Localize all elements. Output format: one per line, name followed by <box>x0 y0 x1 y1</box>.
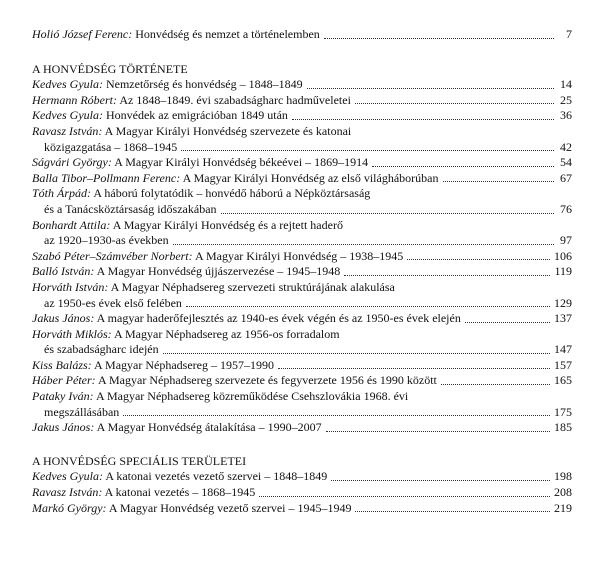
entry-text <box>32 420 322 436</box>
toc-entry-continuation <box>32 202 572 218</box>
toc-entry-line <box>32 155 572 171</box>
entry-author: Balló István: <box>32 264 95 279</box>
entry-text <box>32 358 274 374</box>
entry-author: Horváth Miklós: <box>32 326 112 341</box>
toc-entry-line <box>32 389 572 405</box>
entry-author: Ravasz István: <box>32 485 103 500</box>
toc-entry[interactable] <box>32 93 572 109</box>
entry-author: Háber Péter: <box>32 373 96 388</box>
entry-title: Nemzetőrség és honvédség – 1848–1849 <box>105 77 303 92</box>
entry-text <box>32 124 351 140</box>
section-heading-history: A HONVÉDSÉG TÖRTÉNETE <box>32 61 188 76</box>
entry-author: Balla Tibor–Pollmann Ferenc: <box>32 170 181 185</box>
toc-entry-line <box>32 108 572 124</box>
toc-entry[interactable] <box>32 124 572 155</box>
toc-entry-line <box>32 358 572 374</box>
toc-entry-line <box>32 77 572 93</box>
entry-text <box>32 218 343 234</box>
dot-leader <box>344 275 550 276</box>
entry-text <box>32 389 408 405</box>
toc-entry-line <box>32 420 572 436</box>
section-history-list <box>32 77 572 436</box>
entry-author: Jakus János: <box>32 420 95 435</box>
dot-leader <box>324 38 554 39</box>
entry-page: 106 <box>554 248 572 263</box>
toc-entry[interactable] <box>32 280 572 311</box>
entry-text <box>32 280 395 296</box>
dot-leader <box>331 480 550 481</box>
toc-entry-line <box>32 171 572 187</box>
toc-entry-intro[interactable] <box>32 27 572 43</box>
entry-title-continued: közigazgatása – 1868–1945 <box>44 139 178 154</box>
entry-text <box>32 327 340 343</box>
dot-leader <box>221 213 554 214</box>
entry-title: Honvédek az emigrációban 1849 után <box>105 108 288 123</box>
entry-page: 76 <box>560 201 572 216</box>
toc-entry[interactable] <box>32 469 572 485</box>
entry-title-continued: és a Tanácsköztársaság időszakában <box>44 201 217 216</box>
entry-author: Ságvári György: <box>32 155 112 170</box>
entry-text <box>32 93 351 109</box>
entry-page: 67 <box>560 170 572 185</box>
dot-leader <box>441 384 550 385</box>
section-special-list <box>32 469 572 516</box>
toc-entry-line <box>32 469 572 485</box>
entry-text <box>32 77 303 93</box>
toc-entry[interactable] <box>32 420 572 436</box>
toc-entry[interactable] <box>32 389 572 420</box>
entry-author: Jakus János: <box>32 311 95 326</box>
toc-entry-continuation <box>32 296 572 312</box>
entry-author: Kedves Gyula: <box>32 108 103 123</box>
entry-text <box>32 264 340 280</box>
toc-entry[interactable] <box>32 358 572 374</box>
dot-leader <box>355 511 550 512</box>
toc-entry-line <box>32 327 572 343</box>
entry-text <box>32 249 403 265</box>
toc-entry-line <box>32 501 572 517</box>
dot-leader <box>307 88 554 89</box>
entry-author: Kedves Gyula: <box>32 469 103 484</box>
entry-text <box>32 27 320 43</box>
toc-entry[interactable] <box>32 311 572 327</box>
entry-page: 25 <box>560 92 572 107</box>
entry-page: 137 <box>554 311 572 326</box>
toc-entry-continuation <box>32 342 572 358</box>
entry-title: A Magyar Néphadsereg – 1957–1990 <box>94 357 274 372</box>
toc-entry-continuation <box>32 140 572 156</box>
entry-text <box>32 501 351 517</box>
toc-entry[interactable] <box>32 249 572 265</box>
entry-page: 119 <box>554 264 572 279</box>
entry-page: 54 <box>560 155 572 170</box>
spacer <box>32 436 572 454</box>
entry-page: 36 <box>560 108 572 123</box>
entry-title-continued: az 1920–1930-as években <box>44 233 169 248</box>
table-of-contents <box>32 27 572 516</box>
entry-title: Az 1848–1849. évi szabadságharc hadműveletei <box>119 92 351 107</box>
entry-text <box>32 155 368 171</box>
dot-leader <box>173 244 554 245</box>
toc-entry-continuation <box>32 233 572 249</box>
entry-text <box>32 186 370 202</box>
entry-title: A Magyar Honvédség újjászervezése – 1945–1948 <box>96 264 341 279</box>
dot-leader <box>407 259 550 260</box>
dot-leader <box>123 415 550 416</box>
entry-page: 208 <box>554 485 572 500</box>
entry-author: Kedves Gyula: <box>32 77 103 92</box>
toc-entry-line <box>32 311 572 327</box>
entry-page: 198 <box>554 469 572 484</box>
entry-title: A Magyar Királyi Honvédség szervezete és katonai <box>104 123 352 138</box>
dot-leader <box>355 103 554 104</box>
dot-leader <box>163 353 550 354</box>
section-heading-special: A HONVÉDSÉG SPECIÁLIS TERÜLETEI <box>32 453 247 468</box>
entry-text <box>32 311 461 327</box>
toc-entry-line <box>32 93 572 109</box>
entry-title: Honvédség és nemzet a történelemben <box>135 27 320 41</box>
toc-entry[interactable] <box>32 108 572 124</box>
entry-page: 97 <box>560 233 572 248</box>
toc-entry-line <box>32 280 572 296</box>
entry-title: A Magyar Honvédség vezető szervei – 1945–1949 <box>108 500 352 515</box>
entry-author: Holió József Ferenc: <box>32 27 133 41</box>
toc-entry[interactable] <box>32 171 572 187</box>
toc-entry[interactable] <box>32 501 572 517</box>
entry-author: Bonhardt Attila: <box>32 217 111 232</box>
entry-page: 219 <box>554 500 572 515</box>
entry-author: Markó György: <box>32 500 107 515</box>
dot-leader <box>278 368 550 369</box>
toc-entry-line <box>32 373 572 389</box>
entry-title: A háború folytatódik – honvédő háború a Népköztársaság <box>93 186 371 201</box>
dot-leader <box>372 166 554 167</box>
entry-author: Pataky Iván: <box>32 389 94 404</box>
dot-leader <box>326 431 550 432</box>
toc-entry-line <box>32 124 572 140</box>
toc-entry[interactable] <box>32 155 572 171</box>
entry-title-continued: és szabadságharc idején <box>44 342 159 357</box>
entry-author: Hermann Róbert: <box>32 92 117 107</box>
dot-leader <box>186 306 550 307</box>
entry-page: 42 <box>560 139 572 154</box>
dot-leader <box>292 119 554 120</box>
toc-entry[interactable] <box>32 186 572 217</box>
toc-entry-line <box>32 218 572 234</box>
toc-entry-continuation <box>32 405 572 421</box>
entry-page: 7 <box>566 27 572 41</box>
entry-title: A magyar haderőfejlesztés az 1940-es évek végén és az 1950-es évek elején <box>96 311 461 326</box>
toc-entry-line <box>32 186 572 202</box>
toc-entry[interactable] <box>32 77 572 93</box>
toc-entry[interactable] <box>32 485 572 501</box>
toc-entry[interactable] <box>32 264 572 280</box>
entry-title: A Magyar Néphadsereg az 1956-os forradalom <box>114 326 340 341</box>
entry-text <box>32 469 327 485</box>
dot-leader <box>181 150 554 151</box>
dot-leader <box>259 496 550 497</box>
entry-title: A Magyar Királyi Honvédség – 1938–1945 <box>194 248 404 263</box>
entry-title: A katonai vezetés – 1868–1945 <box>104 485 256 500</box>
entry-title-continued: az 1950-es évek első felében <box>44 295 182 310</box>
entry-title: A Magyar Néphadsereg közreműködése Csehszlovákia 1968. évi <box>95 389 409 404</box>
entry-page: 157 <box>554 357 572 372</box>
entry-page: 165 <box>554 373 572 388</box>
entry-title: A katonai vezetés vezető szervei – 1848–1849 <box>105 469 328 484</box>
entry-title: A Magyar Néphadsereg szervezete és fegyverzete 1956 és 1990 között <box>98 373 437 388</box>
entry-title: A Magyar Néphadsereg szervezeti struktúrájának alakulása <box>110 279 395 294</box>
entry-page: 129 <box>554 295 572 310</box>
entry-page: 175 <box>554 404 572 419</box>
toc-entry-line <box>32 264 572 280</box>
dot-leader <box>443 181 555 182</box>
entry-title-continued: megszállásában <box>44 404 120 419</box>
entry-author: Szabó Péter–Számvéber Norbert: <box>32 248 193 263</box>
toc-entry-line <box>32 485 572 501</box>
entry-text <box>32 171 439 187</box>
toc-entry[interactable] <box>32 373 572 389</box>
entry-text <box>32 373 437 389</box>
entry-author: Horváth István: <box>32 279 109 294</box>
entry-page: 147 <box>554 342 572 357</box>
entry-title: A Magyar Honvédség átalakítása – 1990–2007 <box>96 420 322 435</box>
entry-page: 185 <box>554 420 572 435</box>
dot-leader <box>465 322 550 323</box>
entry-author: Ravasz István: <box>32 123 103 138</box>
spacer <box>32 43 572 62</box>
entry-title: A Magyar Királyi Honvédség békeévei – 1869–1914 <box>114 155 369 170</box>
toc-entry[interactable] <box>32 218 572 249</box>
entry-author: Kiss Balázs: <box>32 357 92 372</box>
entry-text <box>32 485 255 501</box>
entry-page: 14 <box>560 77 572 92</box>
entry-text <box>32 108 288 124</box>
entry-title: A Magyar Királyi Honvédség és a rejtett haderő <box>112 217 343 232</box>
toc-entry[interactable] <box>32 327 572 358</box>
entry-author: Tóth Árpád: <box>32 186 92 201</box>
toc-entry-line <box>32 249 572 265</box>
entry-title: A Magyar Királyi Honvédség az első világháborúban <box>182 170 439 185</box>
